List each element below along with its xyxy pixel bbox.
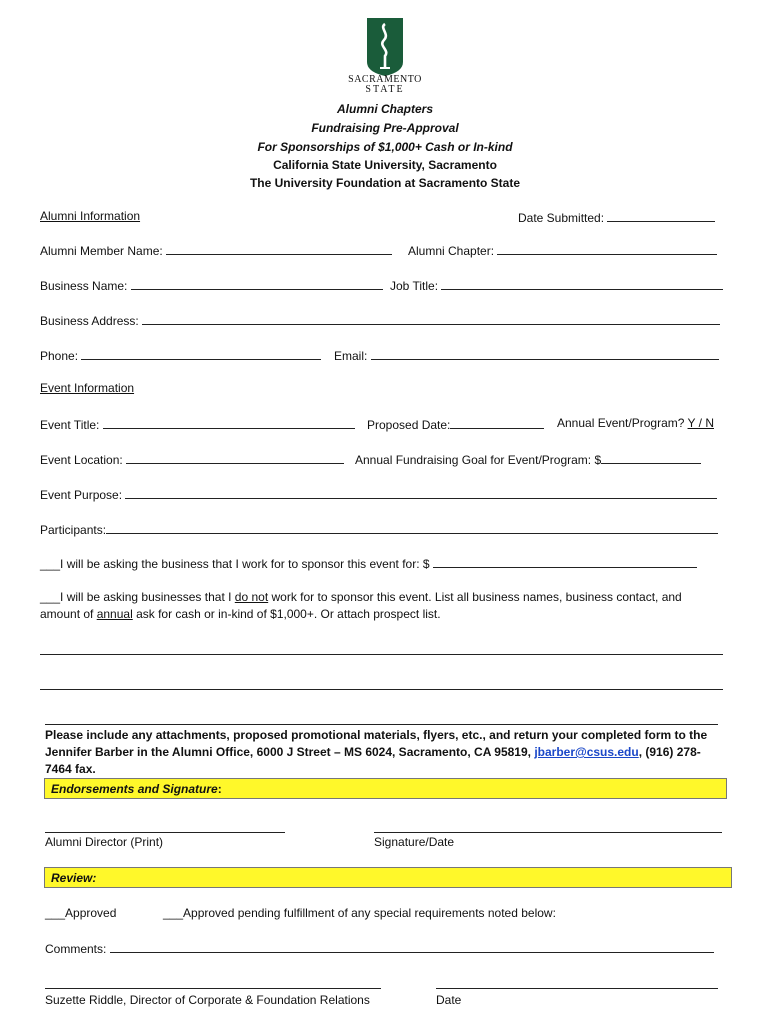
event-title-label: Event Title: xyxy=(40,418,100,432)
relations-name-label: Suzette Riddle, Director of Corporate & Foundation Relations xyxy=(45,993,370,1007)
director-print-label: Alumni Director (Print) xyxy=(45,835,164,849)
job-title-label: Job Title: xyxy=(390,279,439,293)
instructions-line3: 7464 fax. xyxy=(45,762,96,776)
form-scope: For Sponsorships of $1,000+ Cash or In-kind xyxy=(257,140,513,154)
business-name-blank[interactable] xyxy=(131,277,383,290)
university-name: California State University, Sacramento xyxy=(273,158,497,172)
phone-field[interactable] xyxy=(40,347,321,364)
business-name-label: Business Name: xyxy=(40,279,128,293)
review-heading: Review: xyxy=(51,871,97,885)
event-purpose-blank[interactable] xyxy=(125,486,717,499)
comments-label: Comments: xyxy=(45,942,107,956)
comments-field[interactable] xyxy=(45,940,714,957)
business-address-field[interactable] xyxy=(40,312,720,329)
pending-label: Approved pending fulfillment of any special requirements noted below: xyxy=(183,906,556,920)
logo-text-line2: STATE xyxy=(365,84,405,95)
participants-blank[interactable] xyxy=(106,521,718,534)
instructions-address: Jennifer Barber in the Alumni Office, 6000 J Street – MS 6024, Sacramento, CA 95819, xyxy=(45,745,535,759)
annual-event-yn[interactable]: Y / N xyxy=(687,416,714,430)
instructions-line1: Please include any attachments, proposed promotional materials, flyers, etc., and return your completed form to the xyxy=(45,728,708,742)
business-name-field[interactable] xyxy=(40,277,383,294)
proposed-date-field[interactable] xyxy=(367,416,544,433)
member-name-field[interactable] xyxy=(40,242,392,259)
option2-text-d: ask for cash or in-kind of $1,000+. Or attach prospect list. xyxy=(132,607,441,621)
logo-mark-icon xyxy=(340,16,430,76)
approved-pending-option[interactable] xyxy=(163,906,556,921)
contact-email-link[interactable]: jbarber@csus.edu xyxy=(534,745,639,759)
option2-text-c: amount of xyxy=(40,607,97,621)
business-list-line-2[interactable] xyxy=(40,677,723,690)
comments-blank[interactable] xyxy=(110,940,714,953)
email-label: Email: xyxy=(334,349,368,363)
participants-field[interactable] xyxy=(40,521,718,538)
event-title-field[interactable] xyxy=(40,416,355,433)
instructions-line2 xyxy=(45,745,701,760)
fundraising-goal-field[interactable] xyxy=(355,451,701,468)
proposed-date-blank[interactable] xyxy=(450,416,544,429)
form-subtitle: Fundraising Pre-Approval xyxy=(311,121,459,135)
fundraising-goal-blank[interactable] xyxy=(601,451,701,464)
option2-do-not: do not xyxy=(234,590,269,604)
member-name-blank[interactable] xyxy=(166,242,392,255)
option2-text-b: work for to sponsor this event. List all business names, business contact, and xyxy=(268,590,682,604)
date-submitted-label: Date Submitted: xyxy=(518,211,605,225)
pending-blank[interactable]: ___ xyxy=(163,906,184,920)
event-purpose-field[interactable] xyxy=(40,486,717,503)
instructions-phone: , (916) 278- xyxy=(638,745,701,759)
relations-date-line[interactable] xyxy=(436,976,718,989)
event-title-blank[interactable] xyxy=(103,416,355,429)
relations-signature-line[interactable] xyxy=(45,976,381,989)
alumni-chapter-field[interactable] xyxy=(408,242,717,259)
business-address-blank[interactable] xyxy=(142,312,720,325)
phone-label: Phone: xyxy=(40,349,79,363)
event-section-heading: Event Information xyxy=(40,381,135,395)
alumni-chapter-label: Alumni Chapter: xyxy=(408,244,495,258)
date-submitted-blank[interactable] xyxy=(607,209,715,222)
signature-date-label: Signature/Date xyxy=(374,835,455,849)
alumni-chapter-blank[interactable] xyxy=(497,242,717,255)
event-location-field[interactable] xyxy=(40,451,344,468)
email-blank[interactable] xyxy=(371,347,719,360)
annual-event-question[interactable] xyxy=(557,416,714,431)
approved-option[interactable] xyxy=(45,906,116,921)
date-submitted-field[interactable] xyxy=(518,209,715,226)
form-title: Alumni Chapters xyxy=(336,102,433,116)
foundation-name: The University Foundation at Sacramento State xyxy=(249,176,521,190)
alumni-section-heading: Alumni Information xyxy=(40,209,141,223)
endorsements-banner xyxy=(44,778,727,799)
director-signature-line[interactable] xyxy=(45,820,285,833)
option2-annual: annual xyxy=(96,607,133,621)
annual-event-label: Annual Event/Program? xyxy=(557,416,685,430)
signature-date-line[interactable] xyxy=(374,820,722,833)
event-location-label: Event Location: xyxy=(40,453,123,467)
option2-checkbox-blank[interactable]: ___ xyxy=(40,590,61,604)
sacramento-state-logo xyxy=(340,16,430,96)
option1-amount-blank[interactable] xyxy=(433,555,697,568)
option2-text-a: I will be asking businesses that I xyxy=(60,590,235,604)
option1-checkbox-blank[interactable]: ___ xyxy=(40,557,61,571)
event-location-blank[interactable] xyxy=(126,451,344,464)
business-list-line-3[interactable] xyxy=(45,712,718,725)
relations-date-label: Date xyxy=(436,993,462,1007)
job-title-field[interactable] xyxy=(390,277,723,294)
review-banner xyxy=(44,867,732,888)
business-list-line-1[interactable] xyxy=(40,642,723,655)
participants-label: Participants: xyxy=(40,523,107,537)
option1-text: I will be asking the business that I work for to sponsor this event for: $ xyxy=(60,557,430,571)
event-purpose-label: Event Purpose: xyxy=(40,488,123,502)
sponsor-option-own-business[interactable] xyxy=(40,555,697,572)
member-name-label: Alumni Member Name: xyxy=(40,244,163,258)
approved-blank[interactable]: ___ xyxy=(45,906,66,920)
fundraising-goal-label: Annual Fundraising Goal for Event/Program: $ xyxy=(355,453,602,467)
sponsor-option-other-business xyxy=(40,590,682,605)
sponsor-option-other-business-line2 xyxy=(40,607,441,622)
job-title-blank[interactable] xyxy=(441,277,723,290)
endorsements-heading: Endorsements and Signature: xyxy=(51,782,222,796)
business-address-label: Business Address: xyxy=(40,314,139,328)
email-field[interactable] xyxy=(334,347,719,364)
phone-blank[interactable] xyxy=(81,347,321,360)
logo-text-line1: SACRAMENTO xyxy=(348,74,422,85)
proposed-date-label: Proposed Date: xyxy=(367,418,451,432)
approved-label: Approved xyxy=(65,906,117,920)
